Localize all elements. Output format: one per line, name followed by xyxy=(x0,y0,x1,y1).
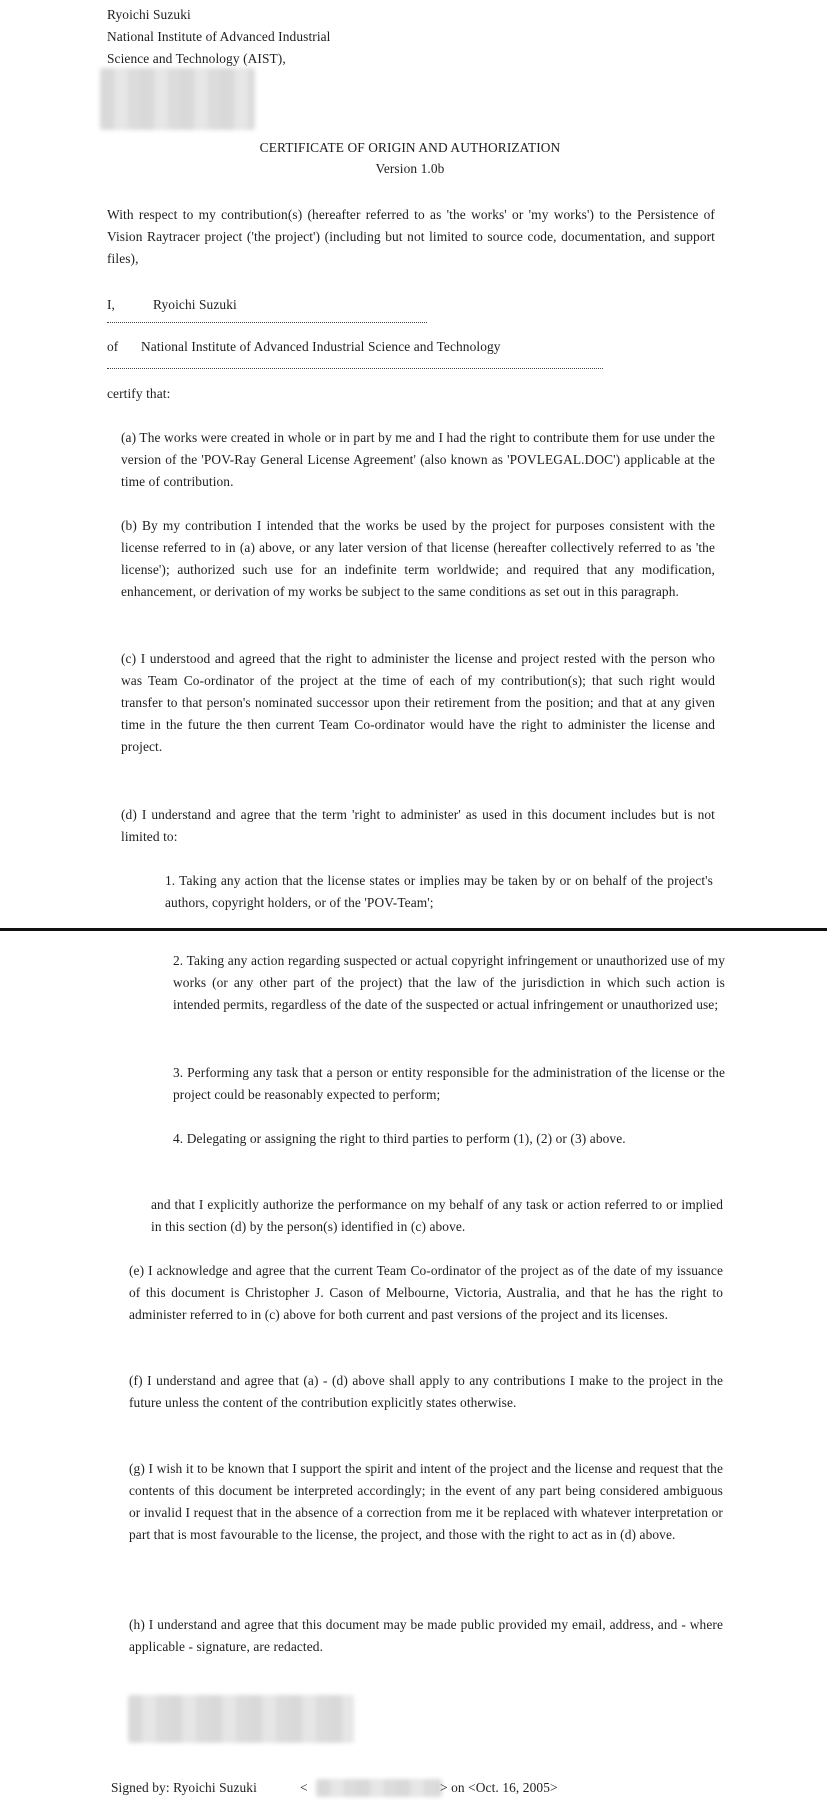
redacted-email xyxy=(316,1779,442,1797)
clause-d-item-2: 2. Taking any action regarding suspected or actual copyright infringement or unauthorized use of my works (or any other part of the project) that the law of the jurisdiction in which such action is intended permits, regardless of the date of the suspected or actual infringement or unauthorized use; xyxy=(173,953,725,1012)
clause-g: (g) I wish it to be known that I support the spirit and intent of the project and the license and request that the contents of this document be interpreted accordingly; in the event of any part being considered ambiguous or invalid I request that in the absence of a correction from me it be replaced with whatever interpretation or part that is most favourable to the license, the project, and those with the right to act as in (d) above. xyxy=(129,1461,723,1542)
clause-c: (c) I understood and agreed that the right to administer the license and project rested with the person who was Team Co-ordinator of the project at the time of each of my contribution(s); that such right would transfer to that person's nominated successor upon their retirement from the position; and that at any given time in the future the then current Team Co-ordinator would have the right to administer the license and project. xyxy=(121,651,715,754)
of-value: National Institute of Advanced Industrial Science and Technology xyxy=(141,339,501,354)
page-title: CERTIFICATE OF ORIGIN AND AUTHORIZATION xyxy=(259,140,561,155)
author-name: Ryoichi Suzuki xyxy=(107,7,191,22)
clause-h: (h) I understand and agree that this document may be made public provided my email, address, and - where applicable - signature, are redacted. xyxy=(129,1617,723,1654)
clause-f: (f) I understand and agree that (a) - (d) above shall apply to any contributions I make to the project in the future unless the content of the contribution explicitly states otherwise. xyxy=(129,1373,723,1410)
clause-e: (e) I acknowledge and agree that the current Team Co-ordinator of the project as of the date of my issuance of this document is Christopher J. Cason of Melbourne, Victoria, Australia, and that he has the right to administer referred to in (c) above for both current and past versions of the project and its licenses. xyxy=(129,1263,723,1322)
version-label: Version 1.0b xyxy=(375,161,445,176)
i-label: I, xyxy=(107,297,116,312)
signed-by: Signed by: Ryoichi Suzuki xyxy=(111,1780,257,1795)
signature-date: > on <Oct. 16, 2005> xyxy=(440,1780,558,1795)
email-open-bracket: < xyxy=(300,1780,308,1795)
of-label: of xyxy=(107,339,119,354)
clause-d-item-4: 4. Delegating or assigning the right to third parties to perform (1), (2) or (3) above. xyxy=(173,1131,626,1146)
i-dotted-line xyxy=(107,322,427,323)
clause-d-item-3: 3. Performing any task that a person or entity responsible for the administration of the license or the project could be reasonably expected to perform; xyxy=(173,1065,725,1102)
institution-line-2: Science and Technology (AIST), xyxy=(107,51,286,66)
certify-label: certify that: xyxy=(107,386,171,401)
clause-a: (a) The works were created in whole or in part by me and I had the right to contribute them for use under the version of the 'POV-Ray General License Agreement' (also known as 'POVLEGAL.DOC') applicable at the time of contribution. xyxy=(121,430,715,489)
page-divider xyxy=(0,928,827,931)
clause-d: (d) I understand and agree that the term 'right to administer' as used in this document includes but is not limited to: xyxy=(121,807,715,844)
redacted-signature xyxy=(128,1695,354,1743)
clause-b: (b) By my contribution I intended that the works be used by the project for purposes consistent with the license referred to in (a) above, or any later version of that license (hereafter collectively referred to as 'the license'); authorized such use for an indefinite term worldwide; and required that any modification, enhancement, or derivation of my works be subject to the same conditions as set out in this paragraph. xyxy=(121,518,715,599)
clause-d-item-1: 1. Taking any action that the license states or implies may be taken by or on behalf of the project's authors, copyright holders, or of the 'POV-Team'; xyxy=(165,873,713,910)
intro-paragraph: With respect to my contribution(s) (hereafter referred to as 'the works' or 'my works') to the Persistence of Vision Raytracer project ('the project') (including but not limited to source code, documentation, and support files), xyxy=(107,207,715,266)
i-value: Ryoichi Suzuki xyxy=(153,297,237,312)
redacted-address xyxy=(100,68,255,130)
of-dotted-line xyxy=(107,368,603,369)
institution-line-1: National Institute of Advanced Industrial xyxy=(107,29,331,44)
clause-d-tail: and that I explicitly authorize the performance on my behalf of any task or action referred to or implied in this section (d) by the person(s) identified in (c) above. xyxy=(151,1197,723,1234)
